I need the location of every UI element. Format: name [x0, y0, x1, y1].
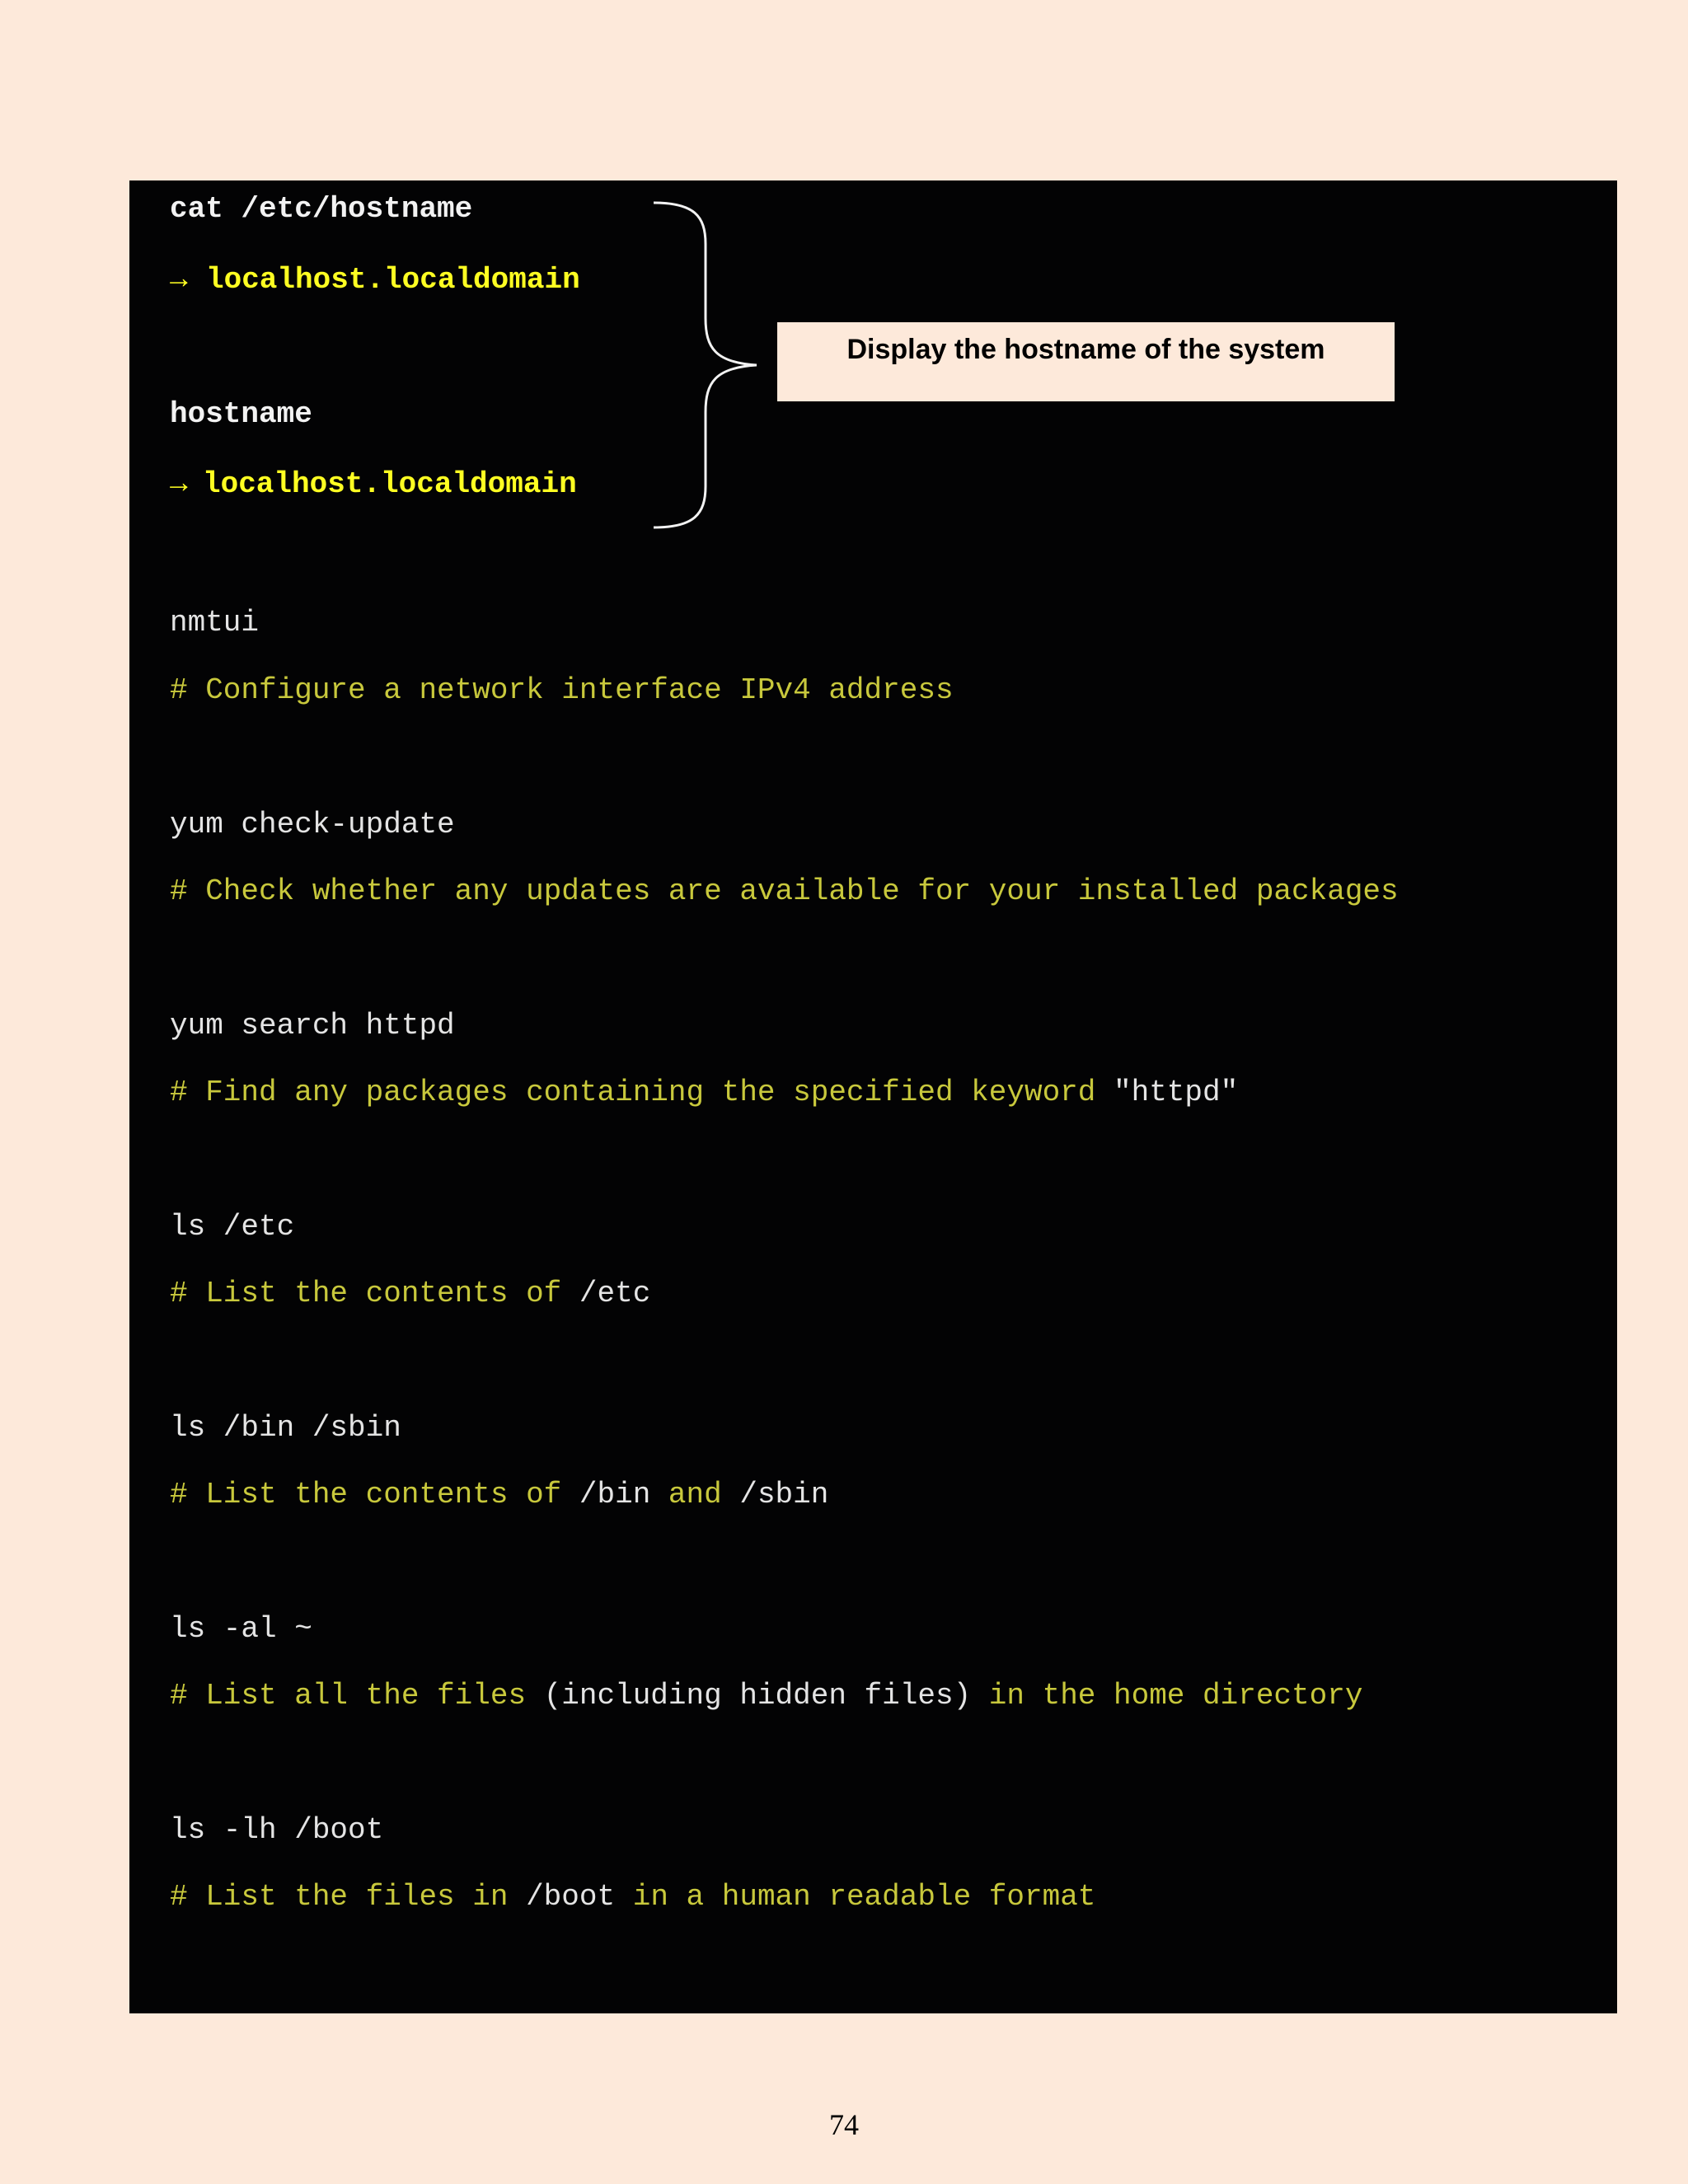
command-line: ls /bin /sbin — [170, 1411, 401, 1445]
command-line: ls -al ~ — [170, 1612, 312, 1646]
hostname-output-2-text: localhost.localdomain — [203, 467, 577, 501]
command-line: yum search httpd — [170, 1009, 455, 1043]
comment-line: # Configure a network interface IPv4 address — [170, 673, 954, 707]
command-line: ls -lh /boot — [170, 1813, 384, 1847]
arrow-right-icon: → — [170, 467, 188, 501]
comment-path: /boot — [526, 1880, 616, 1914]
callout-box: Display the hostname of the system — [777, 322, 1395, 401]
command-line: ls /etc — [170, 1210, 295, 1244]
comment-path: /bin — [579, 1478, 651, 1511]
page-number: 74 — [829, 2108, 859, 2141]
comment-text: and — [650, 1478, 740, 1511]
comment-text: # List all the files — [170, 1679, 544, 1713]
comment-line: # Check whether any updates are available for your installed packages — [170, 874, 1399, 908]
arrow-right-icon: → — [170, 263, 188, 297]
comment-keyword: "httpd" — [1114, 1076, 1239, 1109]
comment-text: in a human readable format — [615, 1880, 1096, 1914]
comment-text: # List the contents of — [170, 1478, 579, 1511]
comment-line — [170, 1076, 1238, 1109]
comment-line — [170, 1479, 828, 1511]
hostname-command-1: cat /etc/hostname — [170, 192, 473, 226]
comment-text: # Find any packages containing the specified keyword — [170, 1076, 1114, 1109]
comment-line — [170, 1680, 1362, 1713]
command-line: nmtui — [170, 606, 260, 640]
command-line: yum check-update — [170, 808, 455, 841]
hostname-output-1-text: localhost.localdomain — [206, 263, 580, 297]
comment-path: /sbin — [739, 1478, 829, 1511]
comment-line — [170, 1277, 650, 1310]
hostname-output-1 — [170, 264, 580, 297]
hostname-output-2 — [170, 468, 577, 501]
comment-line — [170, 1881, 1095, 1914]
comment-text: # List the contents of — [170, 1277, 579, 1310]
comment-text: # List the files in — [170, 1880, 527, 1914]
comment-text: in the home directory — [971, 1679, 1363, 1713]
hostname-command-2: hostname — [170, 397, 312, 431]
comment-path: /etc — [579, 1277, 651, 1310]
comment-parenthetical: (including hidden files) — [543, 1679, 972, 1713]
